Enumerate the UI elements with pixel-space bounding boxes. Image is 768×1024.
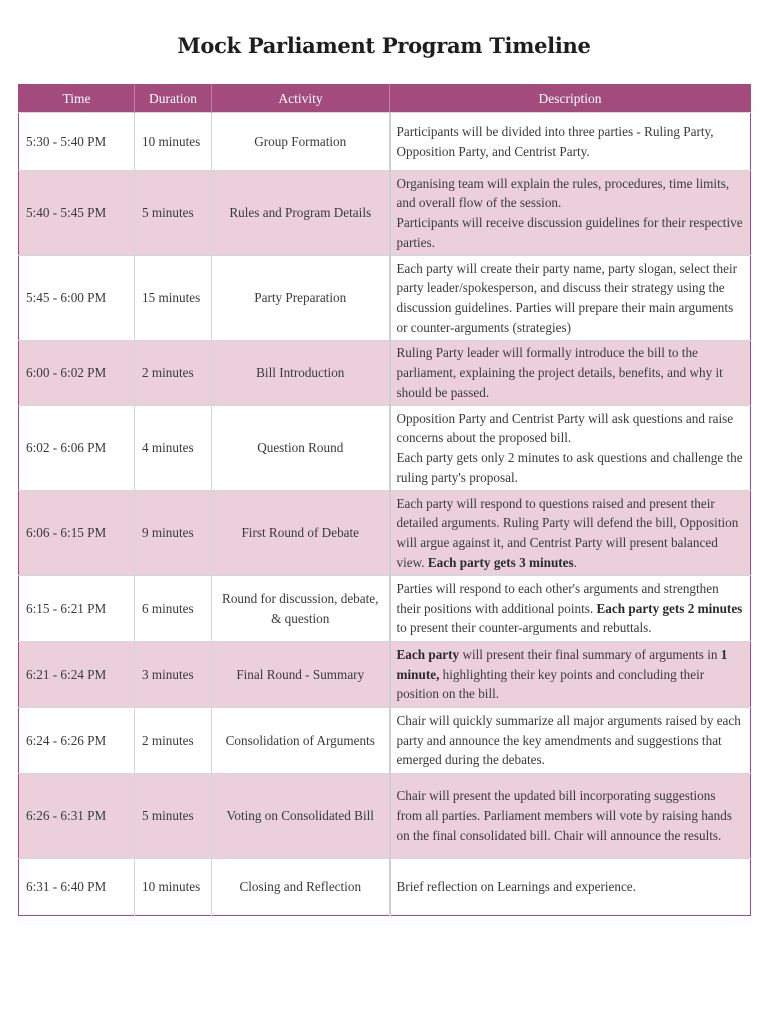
description-cell [390,859,751,916]
description-cell [390,576,751,642]
duration-cell: 2 minutes [135,708,212,774]
description-cell [390,113,751,171]
activity-cell: Consolidation of Arguments [212,708,390,774]
table-row [19,256,751,341]
table-header [19,85,751,113]
table-row [19,576,751,642]
duration-cell: 10 minutes [135,859,212,916]
description-emphasis: 1 minute, [396,646,728,682]
activity-cell: Question Round [212,406,390,491]
table-row [19,642,751,708]
description-text: Participants will be divided into three parties - Ruling Party, Opposition Party, and Centrist Party. [396,123,714,159]
description-cell [390,341,751,406]
duration-cell: 15 minutes [135,256,212,341]
activity-cell: Group Formation [212,113,390,171]
table-row [19,406,751,491]
table-row [19,171,751,256]
description-cell [390,708,751,774]
time-cell: 6:06 - 6:15 PM [19,491,135,576]
table-row [19,491,751,576]
description-cell [390,491,751,576]
description-text: Organising team will explain the rules, procedures, time limits, and overall flow of the session. [396,175,730,211]
description-emphasis: Each party gets 2 minutes [596,600,743,616]
table-row [19,341,751,406]
timeline-table [18,84,751,916]
description-text: Parties will respond to each other's arguments and strengthen their positions with additional points. [396,580,719,616]
description-text: Participants will receive discussion guidelines for their respective parties. [396,215,743,250]
description-emphasis: Each party gets 3 minutes [427,554,574,570]
activity-cell: Rules and Program Details [212,171,390,256]
activity-cell: Voting on Consolidated Bill [212,774,390,859]
description-text: Each party will create their party name, party slogan, select their party leader/spokesperson, and discuss their strategy using the discussion guidelines. Parties will prepare their main arguments or counter-arguments (strategies) [396,260,738,335]
description-text: Opposition Party and Centrist Party will ask questions and raise concerns about the proposed bill. [396,410,734,446]
table-body [19,113,751,916]
description-cell [390,256,751,341]
time-cell: 5:30 - 5:40 PM [19,113,135,171]
time-cell: 6:26 - 6:31 PM [19,774,135,859]
time-cell: 5:45 - 6:00 PM [19,256,135,341]
activity-cell: First Round of Debate [212,491,390,576]
duration-cell: 10 minutes [135,113,212,171]
time-cell: 6:02 - 6:06 PM [19,406,135,491]
duration-cell: 9 minutes [135,491,212,576]
description-text: Brief reflection on Learnings and experience. [396,879,636,895]
table-row [19,708,751,774]
duration-cell: 6 minutes [135,576,212,642]
time-cell: 5:40 - 5:45 PM [19,171,135,256]
header-row [19,85,751,113]
time-cell: 6:24 - 6:26 PM [19,708,135,774]
table-row [19,113,751,171]
description-text: Chair will present the updated bill incorporating suggestions from all parties. Parliament members will vote by raising hands on the final consolidated bill. Chair will announce the results. [396,788,732,843]
description-text: Chair will quickly summarize all major arguments raised by each party and announce the key amendments and suggestions that emerged during the debates. [396,712,741,768]
activity-cell: Round for discussion, debate, & question [212,576,390,642]
table-row [19,859,751,916]
description-cell [390,774,751,859]
time-cell: 6:31 - 6:40 PM [19,859,135,916]
description-text: Each party will respond to questions raised and present their detailed arguments. Ruling Party will defend the bill, Opposition will argue against it, and Centrist Party will present balanced view. [396,495,739,570]
description-cell [390,406,751,491]
activity-cell: Bill Introduction [212,341,390,406]
column-header-description: Description [390,85,751,113]
duration-cell: 4 minutes [135,406,212,491]
duration-cell: 5 minutes [135,171,212,256]
description-text: Each party gets only 2 minutes to ask questions and challenge the ruling party's proposal. [396,450,743,485]
duration-cell: 2 minutes [135,341,212,406]
column-header-duration: Duration [135,85,212,113]
activity-cell: Closing and Reflection [212,859,390,916]
description-text: highlighting their key points and concluding their position on the bill. [396,666,705,702]
activity-cell: Party Preparation [212,256,390,341]
description-cell [390,171,751,256]
description-emphasis: Each party [396,646,460,662]
description-text: Ruling Party leader will formally introduce the bill to the parliament, explaining the project details, benefits, and why it should be passed. [396,345,723,400]
duration-cell: 3 minutes [135,642,212,708]
column-header-activity: Activity [212,85,390,113]
description-cell [390,642,751,708]
description-text: . [573,554,577,570]
table-row [19,774,751,859]
duration-cell: 5 minutes [135,774,212,859]
time-cell: 6:00 - 6:02 PM [19,341,135,406]
description-text: will present their final summary of arguments in [459,646,721,662]
description-text: to present their counter-arguments and rebuttals. [396,620,652,636]
time-cell: 6:15 - 6:21 PM [19,576,135,642]
activity-cell: Final Round - Summary [212,642,390,708]
time-cell: 6:21 - 6:24 PM [19,642,135,708]
page-title: Mock Parliament Program Timeline [177,33,591,58]
column-header-time: Time [19,85,135,113]
